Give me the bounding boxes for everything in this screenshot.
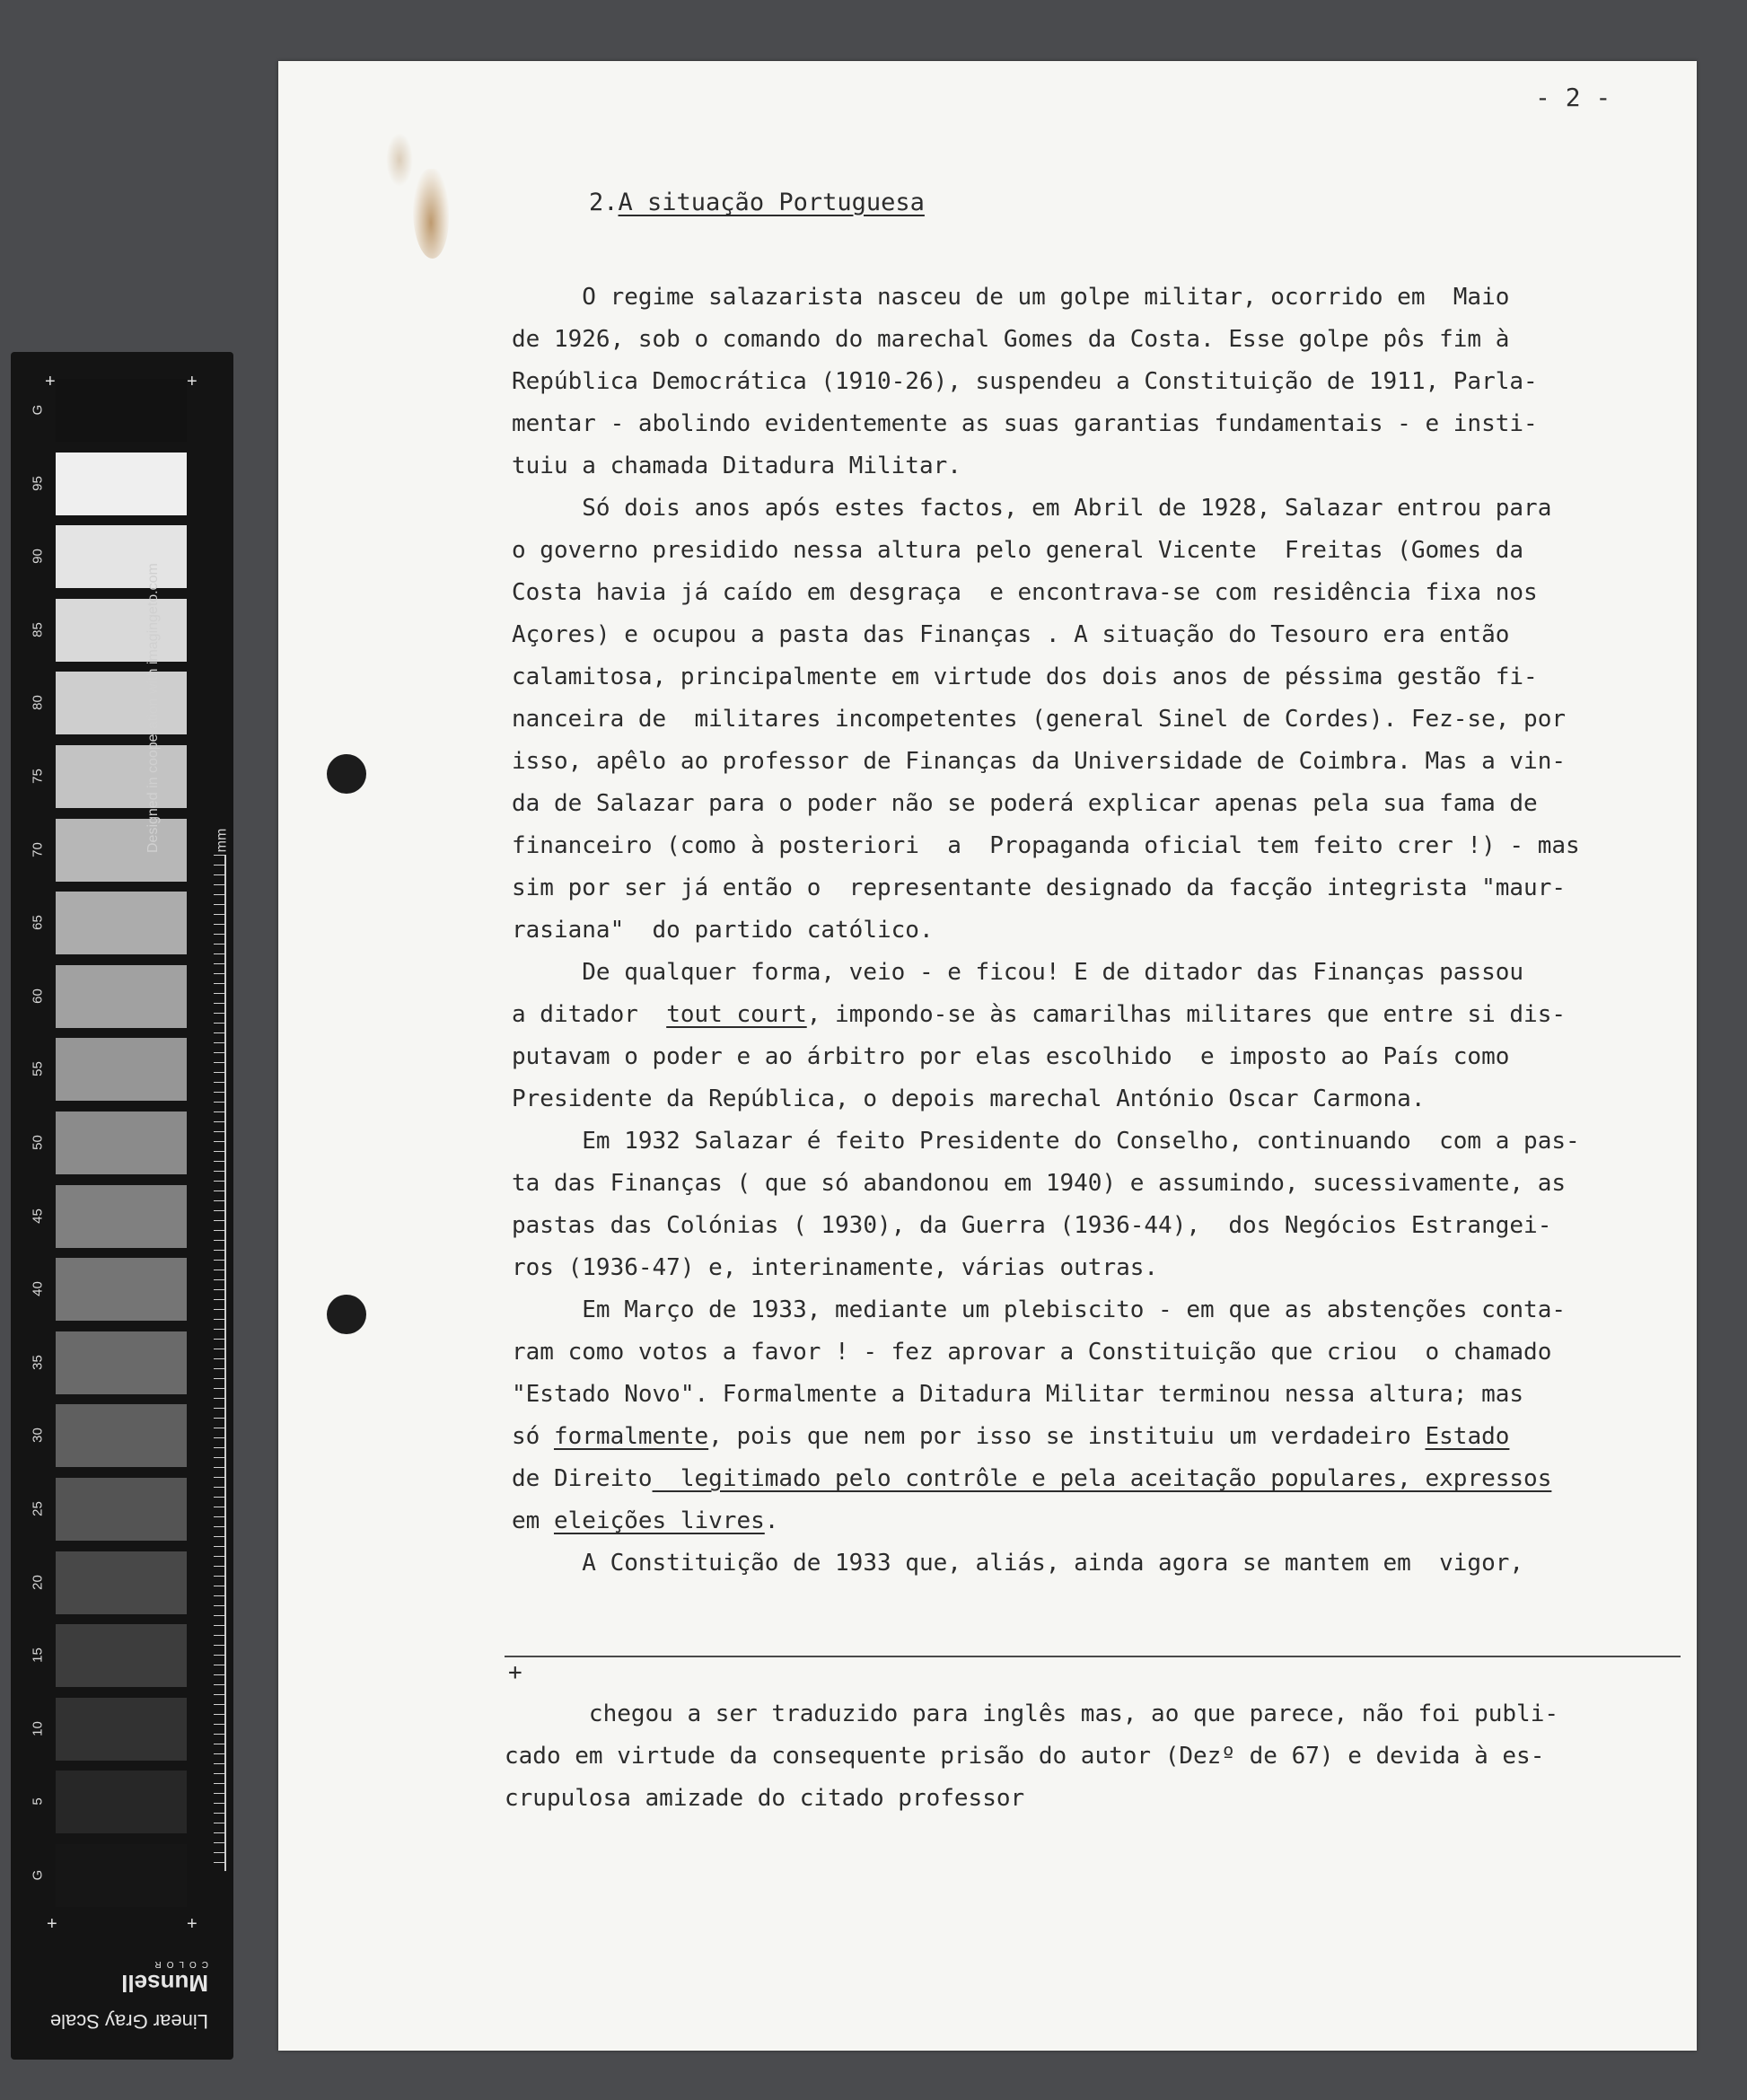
gray-patch-label: 85 (30, 621, 46, 637)
gray-patch (56, 1038, 187, 1101)
gray-patch (56, 599, 187, 662)
punch-hole (327, 754, 366, 794)
text-segment: Em 1932 Salazar é feito Presidente do Conselho, continuando com a pas- (512, 1128, 1580, 1155)
gray-patch-label: 50 (30, 1135, 46, 1150)
mm-ruler (214, 855, 224, 1871)
text-segment: sim por ser já então o representante designado da facção integrista "maur- (512, 874, 1566, 901)
text-line (512, 403, 1580, 445)
footnote-line: chegou a ser traduzido para inglês mas, ao que parece, não foi publi- (505, 1700, 1558, 1727)
registration-mark: + (187, 372, 198, 391)
page-number: - 2 - (1535, 83, 1611, 112)
text-line (512, 572, 1580, 614)
body-text (512, 277, 1580, 1585)
text-segment: . (764, 1507, 779, 1534)
text-segment: , impondo-se às camarilhas militares que entre si dis- (806, 1001, 1567, 1028)
text-segment: da de Salazar para o poder não se poderá explicar apenas pela sua fama de (512, 790, 1538, 817)
text-line (512, 530, 1580, 572)
text-line (512, 994, 1580, 1036)
gray-patch-label: 65 (30, 915, 46, 931)
text-line (512, 1163, 1580, 1205)
gray-patch (56, 1844, 187, 1907)
text-line (512, 361, 1580, 403)
text-segment: de Direito (512, 1465, 653, 1492)
text-line (512, 1374, 1580, 1416)
gray-patch-label: 30 (30, 1428, 46, 1444)
text-line (512, 1120, 1580, 1163)
text-line (512, 1500, 1580, 1542)
text-line (512, 1289, 1580, 1331)
text-line (512, 1416, 1580, 1458)
footnote-line: crupulosa amizade do citado professor (505, 1785, 1025, 1812)
paper-stain (413, 169, 449, 259)
section-title: A situação Portuguesa (618, 189, 925, 216)
underlined-phrase: legitimado pelo contrôle e pela aceitação populares, expressos (652, 1465, 1552, 1492)
munsell-brand (47, 1959, 208, 2033)
footnote-mark: + (508, 1659, 522, 1686)
gray-patch-label: 15 (30, 1647, 46, 1664)
text-segment: nanceira de militares incompetentes (general Sinel de Cordes). Fez-se, por (512, 706, 1566, 733)
gray-patch-label: 90 (30, 549, 46, 565)
text-segment: República Democrática (1910-26), suspendeu a Constituição de 1911, Parla- (512, 368, 1538, 395)
text-line (512, 1542, 1580, 1585)
gray-patch-label: 25 (30, 1501, 46, 1516)
underlined-phrase: Estado (1425, 1423, 1510, 1450)
text-line (512, 1078, 1580, 1120)
text-segment: putavam o poder e ao árbitro por elas escolhido e imposto ao País como (512, 1043, 1510, 1070)
gray-patch-label: 80 (30, 695, 46, 711)
text-line (512, 1036, 1580, 1078)
gray-patch-label: 20 (30, 1574, 46, 1590)
gray-patch-label: 75 (30, 769, 46, 784)
text-line (512, 656, 1580, 699)
text-line (512, 488, 1580, 530)
text-line (512, 1458, 1580, 1500)
underlined-phrase: tout court (666, 1001, 807, 1028)
brand-name: Munsell (121, 1970, 208, 1997)
text-segment: a ditador (512, 1001, 667, 1028)
registration-mark: + (47, 1914, 57, 1934)
text-segment: Em Março de 1933, mediante um plebiscito - em que as abstenções conta- (512, 1296, 1566, 1323)
text-line (512, 1331, 1580, 1374)
designed-credit: Designed in cooperation with imagingeto.com (145, 563, 161, 853)
punch-hole (327, 1295, 366, 1334)
underlined-phrase: formalmente (553, 1423, 709, 1450)
gray-patch-label: 55 (30, 1061, 46, 1077)
text-segment: O regime salazarista nasceu de um golpe militar, ocorrido em Maio (512, 284, 1510, 311)
text-segment: em (512, 1507, 554, 1534)
text-segment: o governo presidido nessa altura pelo general Vicente Freitas (Gomes da (512, 537, 1524, 564)
text-segment: só (512, 1423, 554, 1450)
gray-patch-label: 95 (30, 475, 46, 491)
gray-patch (56, 1698, 187, 1761)
gray-patch-label: G (30, 1869, 46, 1881)
text-segment: rasiana" do partido católico. (512, 917, 934, 944)
gray-patch (56, 672, 187, 734)
footnote-text (505, 1693, 1558, 1820)
section-number: 2. (589, 189, 619, 216)
text-line (512, 783, 1580, 825)
text-line (512, 1247, 1580, 1289)
paper-stain (386, 133, 413, 187)
text-segment: Açores) e ocupou a pasta das Finanças . A situação do Tesouro era então (512, 621, 1510, 648)
text-segment: , pois que nem por isso se instituiu um verdadeiro (708, 1423, 1426, 1450)
gray-patch-label: G (30, 404, 46, 416)
gray-patch-label: 40 (30, 1281, 46, 1297)
text-segment: financeiro (como à posteriori a Propaganda oficial tem feito crer !) - mas (512, 832, 1580, 859)
gray-patch (56, 1112, 187, 1174)
text-line (512, 277, 1580, 319)
gray-patch (56, 525, 187, 588)
gray-patch (56, 1624, 187, 1687)
text-segment: ta das Finanças ( que só abandonou em 1940) e assumindo, sucessivamente, as (512, 1170, 1566, 1197)
text-segment: pastas das Colónias ( 1930), da Guerra (1936-44), dos Negócios Estrangei- (512, 1212, 1552, 1239)
gray-patch-label: 5 (30, 1797, 46, 1806)
text-segment: de 1926, sob o comando do marechal Gomes da Costa. Esse golpe pôs fim à (512, 326, 1510, 353)
text-segment: Só dois anos após estes factos, em Abril de 1928, Salazar entrou para (512, 495, 1552, 522)
gray-patch (56, 1185, 187, 1248)
text-line (512, 445, 1580, 488)
unit-label: mm (214, 828, 230, 853)
text-segment: "Estado Novo". Formalmente a Ditadura Militar terminou nessa altura; mas (512, 1381, 1524, 1408)
gray-patch (56, 1331, 187, 1394)
scale-title: Linear Gray Scale (49, 2010, 208, 2033)
gray-patch (56, 1478, 187, 1541)
gray-patch-label: 35 (30, 1354, 46, 1370)
text-segment: ros (1936-47) e, interinamente, várias outras. (512, 1254, 1159, 1281)
gray-patch (56, 1771, 187, 1833)
gray-patch (56, 1551, 187, 1614)
text-segment: mentar - abolindo evidentemente as suas garantias fundamentais - e insti- (512, 410, 1538, 437)
text-line (512, 909, 1580, 952)
text-segment: Costa havia já caído em desgraça e encontrava-se com residência fixa nos (512, 579, 1538, 606)
gray-scale-card (11, 352, 233, 2060)
text-line (512, 1205, 1580, 1247)
registration-mark: + (187, 1914, 198, 1934)
text-line (512, 699, 1580, 741)
text-segment: ram como votos a favor ! - fez aprovar a Constituição que criou o chamado (512, 1339, 1552, 1366)
gray-patch-label: 45 (30, 1208, 46, 1224)
text-line (512, 952, 1580, 994)
section-heading (589, 189, 925, 216)
mm-ruler-line (224, 855, 226, 1871)
text-segment: De qualquer forma, veio - e ficou! E de ditador das Finanças passou (512, 959, 1524, 986)
text-line (512, 319, 1580, 361)
text-line (512, 867, 1580, 909)
gray-patch (56, 379, 187, 442)
text-segment: calamitosa, principalmente em virtude dos dois anos de péssima gestão fi- (512, 663, 1538, 690)
text-line (512, 825, 1580, 867)
gray-patch (56, 1258, 187, 1321)
gray-patch (56, 965, 187, 1028)
text-segment: A Constituição de 1933 que, aliás, ainda agora se mantem em vigor, (512, 1550, 1524, 1577)
document-page (278, 61, 1697, 2051)
gray-patch (56, 1404, 187, 1467)
gray-patch (56, 819, 187, 882)
gray-patch-label: 70 (30, 841, 46, 857)
text-segment: isso, apêlo ao professor de Finanças da Universidade de Coimbra. Mas a vin- (512, 748, 1566, 775)
gray-patch (56, 453, 187, 515)
text-segment: tuiu a chamada Ditadura Militar. (512, 453, 961, 479)
text-segment: Presidente da República, o depois marechal António Oscar Carmona. (512, 1085, 1426, 1112)
brand-sub: COLOR (149, 1959, 208, 1969)
text-line (512, 741, 1580, 783)
gray-patch (56, 745, 187, 808)
gray-patch-label: 60 (30, 988, 46, 1004)
gray-patch (56, 892, 187, 954)
footnote-line: cado em virtude da consequente prisão do autor (Dezº de 67) e devida à es- (505, 1743, 1545, 1770)
registration-mark: + (45, 372, 56, 391)
gray-patch-label: 10 (30, 1720, 46, 1736)
text-line (512, 614, 1580, 656)
footnote-divider (505, 1656, 1681, 1657)
underlined-phrase: eleições livres (553, 1507, 765, 1534)
